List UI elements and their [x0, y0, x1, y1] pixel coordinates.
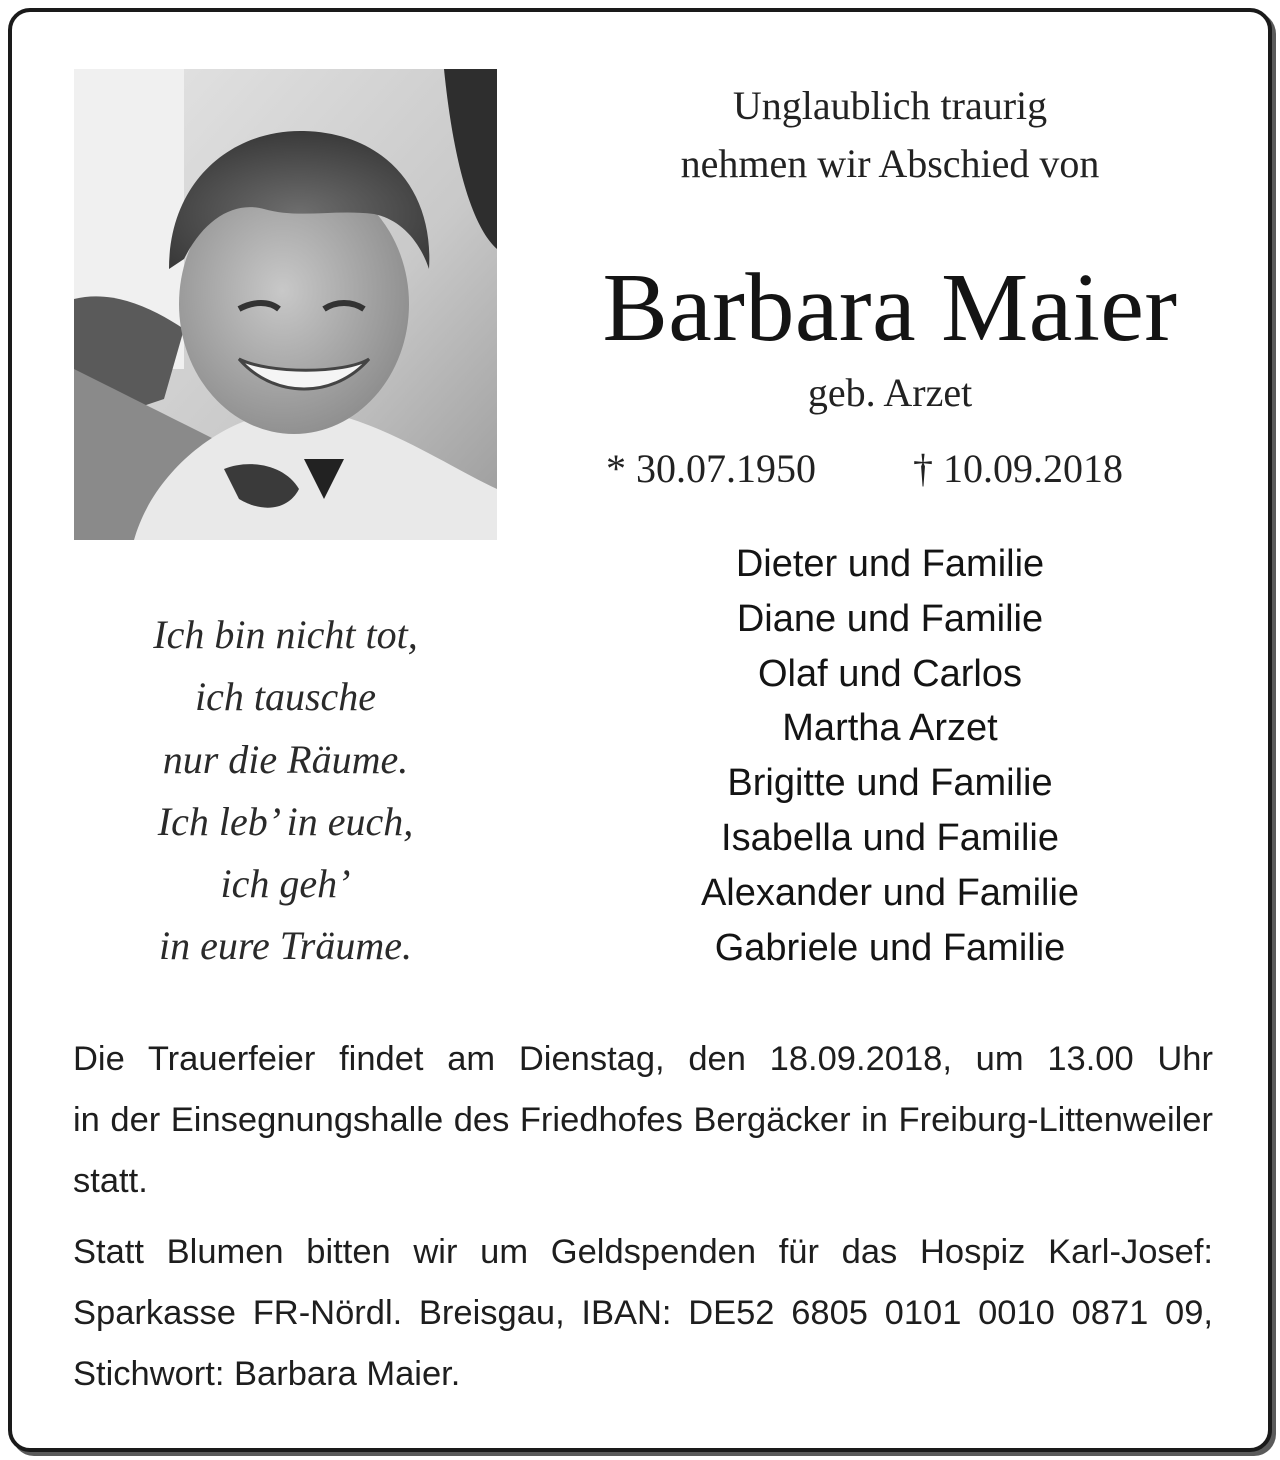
donation-notice-line: Sparkasse FR-Nördl. Breisgau, IBAN: DE52 6805 0101 0010 0871 09, [73, 1294, 1213, 1332]
donation-notice [73, 1222, 1213, 1405]
intro-line-1: Unglaublich traurig [732, 83, 1048, 128]
poem-line: nur die Räume. [162, 736, 409, 782]
mourner: Martha Arzet [782, 707, 998, 750]
poem-line: in eure Träume. [159, 923, 412, 969]
birth-date: * 30.07.1950 [606, 446, 816, 491]
mourner: Isabella und Familie [721, 816, 1059, 859]
poem-line: Ich leb’ in euch, [157, 798, 414, 844]
mourner: Brigitte und Familie [727, 762, 1053, 805]
deceased-name: Barbara Maier [602, 254, 1178, 362]
funeral-notice-line: statt. [73, 1162, 148, 1200]
poem-line: ich geh’ [220, 861, 351, 907]
poem [74, 604, 497, 978]
poem-line: Ich bin nicht tot, [153, 612, 418, 657]
mourner: Olaf und Carlos [757, 652, 1022, 695]
portrait-photo [74, 69, 497, 540]
mourner: Dieter und Familie [735, 543, 1045, 585]
mourner: Diane und Familie [736, 597, 1044, 640]
mourner: Gabriele und Familie [714, 926, 1066, 969]
poem-line: ich tausche [194, 674, 377, 720]
death-date: † 10.09.2018 [913, 446, 1123, 491]
funeral-notice [73, 1029, 1213, 1212]
mourner: Alexander und Familie [700, 871, 1080, 914]
mourners-list [560, 537, 1220, 975]
donation-notice-line: Stichwort: Barbara Maier. [73, 1355, 461, 1393]
funeral-notice-line: Die Trauerfeier findet am Dienstag, den 18.09.2018, um 13.00 Uhr [73, 1040, 1213, 1078]
intro-line-2: nehmen wir Abschied von [680, 141, 1100, 186]
donation-notice-line: Statt Blumen bitten wir um Geldspenden für das Hospiz Karl-Josef: [73, 1233, 1213, 1271]
birth-name: geb. Arzet [807, 370, 973, 415]
funeral-notice-line: in der Einsegnungshalle des Friedhofes Bergäcker in Freiburg-Littenweiler [73, 1101, 1213, 1139]
